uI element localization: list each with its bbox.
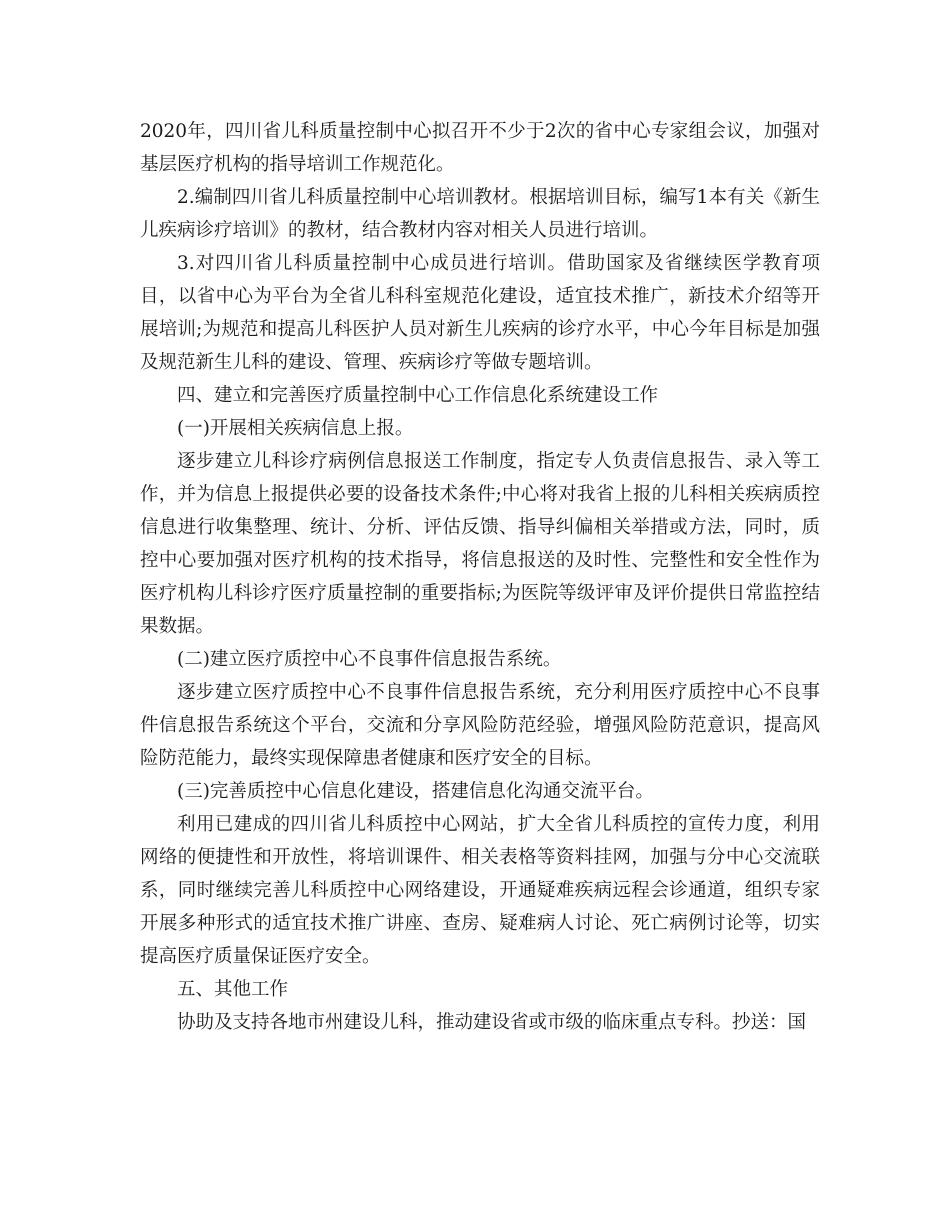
paragraph-training-meetings: 2020年，四川省儿科质量控制中心拟召开不少于2次的省中心专家组会议，加强对基层医疗机构的指导培训工作规范化。	[140, 121, 820, 175]
subheading-adverse-events: (二)建立医疗质控中心不良事件信息报告系统。	[177, 649, 562, 670]
section-heading-other-work: 五、其他工作	[177, 979, 289, 1000]
paragraph-training-materials: 2.编制四川省儿科质量控制中心培训教材。根据培训目标，编写1本有关《新生儿疾病诊疗培训》的教材，结合教材内容对相关人员进行培训。	[140, 187, 820, 241]
paragraph-other-work: 协助及支持各地市州建设儿科，推动建设省或市级的临床重点专科。抄送：国	[177, 1012, 807, 1033]
subheading-disease-reporting: (一)开展相关疾病信息上报。	[177, 418, 414, 439]
subheading-platform: (三)完善质控中心信息化建设，搭建信息化沟通交流平台。	[177, 781, 654, 802]
paragraph-platform: 利用已建成的四川省儿科质控中心网站，扩大全省儿科质控的宣传力度，利用网络的便捷性和开放性，将培训课件、相关表格等资料挂网，加强与分中心交流联系，同时继续完善儿科质控中心网络建设，开通疑难疾病远程会诊通道，组织专家开展多种形式的适宜技术推广讲座、查房、疑难病人讨论、死亡病例讨论等，切实提高医疗质量保证医疗安全。	[140, 814, 820, 967]
paragraph-disease-reporting: 逐步建立儿科诊疗病例信息报送工作制度，指定专人负责信息报告、录入等工作，并为信息上报提供必要的设备技术条件;中心将对我省上报的儿科相关疾病质控信息进行收集整理、统计、分析、评估反馈、指导纠偏相关举措或方法，同时，质控中心要加强对医疗机构的技术指导，将信息报送的及时性、完整性和安全性作为医疗机构儿科诊疗医疗质量控制的重要指标;为医院等级评审及评价提供日常监控结果数据。	[140, 451, 820, 637]
document-body	[140, 115, 820, 1039]
section-heading-informatization: 四、建立和完善医疗质量控制中心工作信息化系统建设工作	[177, 385, 659, 406]
paragraph-adverse-events: 逐步建立医疗质控中心不良事件信息报告系统，充分利用医疗质控中心不良事件信息报告系统这个平台，交流和分享风险防范经验，增强风险防范意识，提高风险防范能力，最终实现保障患者健康和医疗安全的目标。	[140, 682, 820, 769]
paragraph-member-training: 3.对四川省儿科质量控制中心成员进行培训。借助国家及省继续医学教育项目，以省中心为平台为全省儿科科室规范化建设，适宜技术推广，新技术介绍等开展培训;为规范和提高儿科医护人员对新生儿疾病的诊疗水平，中心今年目标是加强及规范新生儿科的建设、管理、疾病诊疗等做专题培训。	[140, 253, 820, 373]
